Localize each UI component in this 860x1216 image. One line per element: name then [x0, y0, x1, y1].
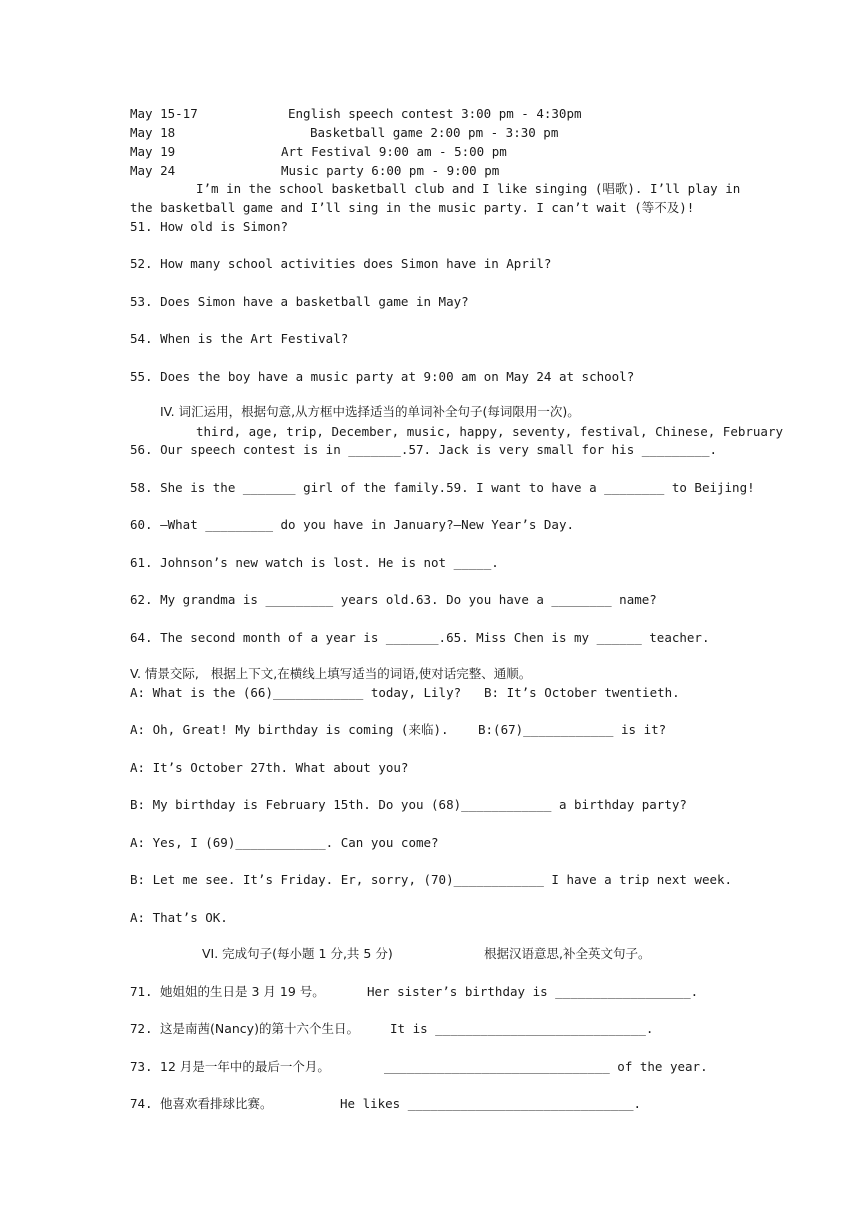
vocab-item: 60. —What _________ do you have in January?—New Year’s Day.	[130, 517, 575, 532]
section-6-instruction: 根据汉语意思,补全英文句子。	[484, 946, 651, 961]
dialogue-line: A: It’s October 27th. What about you?	[130, 760, 409, 775]
item-number: 72.	[130, 1021, 153, 1036]
passage-line: I’m in the school basketball club and I like singing (唱歌). I’ll play in	[196, 181, 741, 196]
vocab-item: 64. The second month of a year is _______.65. Miss Chen is my ______ teacher.	[130, 630, 710, 645]
item-chinese: 他喜欢看排球比赛。	[160, 1096, 273, 1111]
item-chinese: 这是南茜(Nancy)的第十六个生日。	[160, 1021, 359, 1036]
question-52: 52. How many school activities does Simon have in April?	[130, 256, 552, 271]
vocab-item: 61. Johnson’s new watch is lost. He is not _____.	[130, 555, 499, 570]
section-6-heading: VI. 完成句子(每小题 1 分,共 5 分)	[202, 946, 393, 961]
dialogue-line: B: It’s October twentieth.	[484, 685, 680, 700]
dialogue-line: B: My birthday is February 15th. Do you (68)____________ a birthday party?	[130, 797, 687, 812]
question-51: 51. How old is Simon?	[130, 219, 289, 234]
vocab-item: 56. Our speech contest is in _______.57. Jack is very small for his _________.	[130, 442, 717, 457]
item-english: Her sister’s birthday is __________________.	[367, 984, 699, 999]
item-english: It is ____________________________.	[390, 1021, 654, 1036]
question-55: 55. Does the boy have a music party at 9:00 am on May 24 at school?	[130, 369, 635, 384]
schedule-date: May 24	[130, 163, 176, 178]
item-english: He likes ______________________________.	[340, 1096, 642, 1111]
question-53: 53. Does Simon have a basketball game in May?	[130, 294, 469, 309]
schedule-event: Music party 6:00 pm - 9:00 pm	[281, 163, 500, 178]
dialogue-line: A: What is the (66)____________ today, Lily?	[130, 685, 462, 700]
vocab-item: 62. My grandma is _________ years old.63. Do you have a ________ name?	[130, 592, 657, 607]
dialogue-line: A: That’s OK.	[130, 910, 228, 925]
dialogue-line: B: Let me see. It’s Friday. Er, sorry, (70)____________ I have a trip next week.	[130, 872, 733, 887]
word-bank: third, age, trip, December, music, happy, seventy, festival, Chinese, February	[196, 424, 783, 439]
schedule-date: May 19	[130, 144, 176, 159]
schedule-event: Basketball game 2:00 pm - 3:30 pm	[310, 125, 559, 140]
schedule-date: May 15-17	[130, 106, 198, 121]
item-number: 73.	[130, 1059, 153, 1074]
dialogue-line: A: Yes, I (69)____________. Can you come?	[130, 835, 439, 850]
item-number: 74.	[130, 1096, 153, 1111]
passage-line: the basketball game and I’ll sing in the music party. I can’t wait (等不及)!	[130, 200, 695, 215]
item-chinese: 她姐姐的生日是 3 月 19 号。	[160, 984, 325, 999]
dialogue-line: A: Oh, Great! My birthday is coming (来临).	[130, 722, 449, 737]
schedule-date: May 18	[130, 125, 176, 140]
schedule-event: English speech contest 3:00 pm - 4:30pm	[288, 106, 582, 121]
question-54: 54. When is the Art Festival?	[130, 331, 349, 346]
section-5-heading: V. 情景交际, 根据上下文,在横线上填写适当的词语,使对话完整、通顺。	[130, 666, 532, 681]
schedule-event: Art Festival 9:00 am - 5:00 pm	[281, 144, 507, 159]
dialogue-line: B:(67)____________ is it?	[478, 722, 667, 737]
section-4-heading: IV. 词汇运用，根据句意,从方框中选择适当的单词补全句子(每词限用一次)。	[160, 404, 580, 419]
item-chinese: 12 月是一年中的最后一个月。	[160, 1059, 330, 1074]
item-english: ______________________________ of the year.	[384, 1059, 708, 1074]
vocab-item: 58. She is the _______ girl of the family.59. I want to have a ________ to Beijing!	[130, 480, 755, 495]
item-number: 71.	[130, 984, 153, 999]
